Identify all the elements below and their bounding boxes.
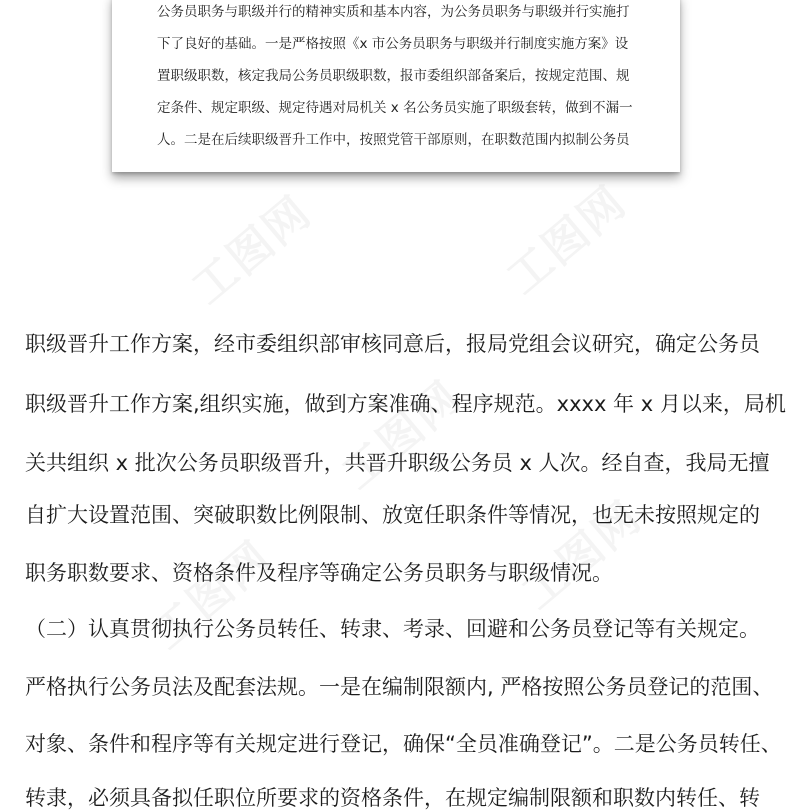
watermark: 工图网 [182, 186, 322, 315]
body-line: 关共组织 x 批次公务员职级晋升，共晋升职级公务员 x 人次。经自查，我局无擅 [25, 451, 770, 475]
body-line: 转隶，必须具备拟任职位所要求的资格条件，在规定编制限额和职数内转任、转 [25, 786, 760, 810]
watermark: 工图网 [512, 491, 652, 620]
watermark: 工图网 [142, 531, 282, 660]
preview-line: 公务员职务与职级并行的精神实质和基本内容，为公务员职务与职级并行实施打 [157, 4, 630, 20]
body-line: 职级晋升工作方案，经市委组织部审核同意后，报局党组会议研究，确定公务员 [25, 332, 760, 356]
preview-line: 置职级职数，核定我局公务员职级职数，报市委组织部备案后，按规定范围、规 [157, 68, 630, 84]
body-line: 自扩大设置范围、突破职数比例限制、放宽任职条件等情况，也无未按照规定的 [25, 503, 760, 527]
watermark: 工图网 [497, 176, 637, 305]
preview-line: 人。二是在后续职级晋升工作中，按照党管干部原则，在职数范围内拟制公务员 [157, 132, 630, 148]
document-preview-card [112, 0, 680, 172]
body-line: 职级晋升工作方案,组织实施，做到方案准确、程序规范。xxxx 年 x 月以来，局机 [25, 392, 786, 416]
section-heading: （二）认真贯彻执行公务员转任、转隶、考录、回避和公务员登记等有关规定。 [25, 617, 760, 641]
preview-line: 定条件、规定职级、规定待遇对局机关 x 名公务员实施了职级套转，做到不漏一 [157, 100, 633, 116]
body-line: 职务职数要求、资格条件及程序等确定公务员职务与职级情况。 [25, 561, 613, 585]
watermark: 工图网 [332, 371, 472, 500]
preview-line: 下了良好的基础。一是严格按照《x 市公务员职务与职级并行制度实施方案》设 [157, 36, 629, 52]
body-line: 严格执行公务员法及配套法规。一是在编制限额内, 严格按照公务员登记的范围、 [25, 675, 774, 699]
body-line: 对象、条件和程序等有关规定进行登记，确保“全员准确登记”。二是公务员转任、 [25, 732, 782, 756]
